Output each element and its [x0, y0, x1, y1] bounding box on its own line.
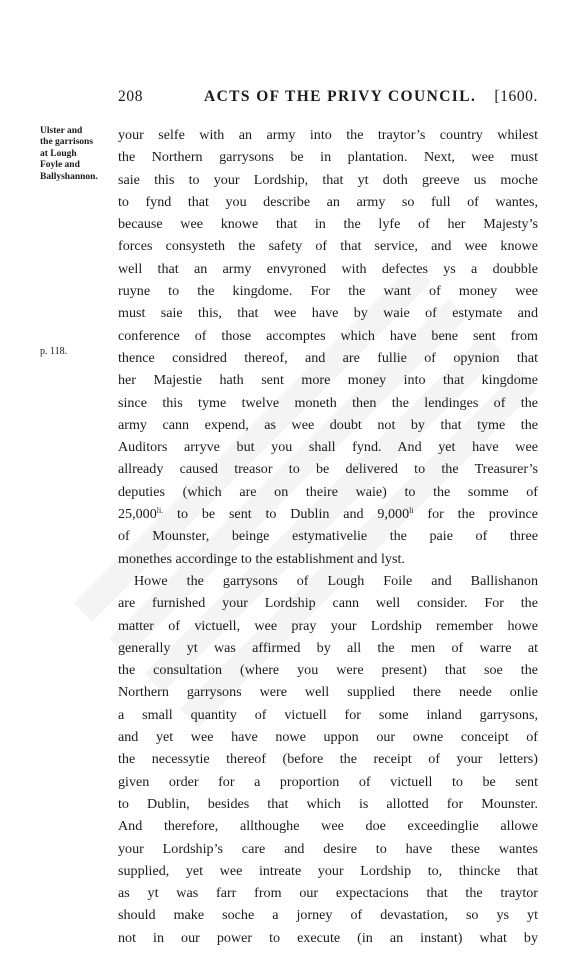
running-title: ACTS OF THE PRIVY COUNCIL.	[204, 88, 477, 105]
text-line: not in our power to execute (in an instant) what by	[118, 929, 538, 946]
text-line: must saie this, that wee have by waie of estymate and	[118, 305, 538, 322]
marginal-note-line: at Lough	[40, 148, 77, 159]
text-line: forces consysteth the safety of that service, and wee knowe	[118, 238, 538, 255]
text-line: Howe the garrysons of Lough Foile and Ballishanon	[134, 572, 538, 589]
amount-line-middle: to be sent to Dublin and 9,000	[163, 506, 410, 523]
text-line: a small quantity of victuell for some inland garrysons,	[118, 706, 538, 723]
amount-line	[118, 503, 538, 525]
text-line: are furnished your Lordship cann well consider. For the	[118, 595, 538, 612]
text-line: Northern garrysons were well supplied there neede onlie	[118, 684, 538, 701]
text-line: matter of victuell, wee pray your Lordship remember howe	[118, 617, 538, 634]
text-line: generally yt was affirmed by all the men of warre at	[118, 639, 538, 656]
text-line: her Majestie hath sent more money into that kingdome	[118, 372, 538, 389]
running-header	[118, 88, 538, 110]
text-line: as yt was farr from our expectacions that the traytor	[118, 885, 538, 902]
text-line: allready caused treasor to be delivered to the Treasurer’s	[118, 461, 538, 478]
currency-mark: li	[409, 506, 414, 516]
text-line: saie this to your Lordship, that yt doth greeve us moche	[118, 171, 538, 188]
text-line: the Northern garrysons be in plantation. Next, wee must	[118, 149, 538, 166]
text-line: your Lordship’s care and desire to have these wantes	[118, 840, 538, 857]
text-line: given order for a proportion of victuell to be sent	[118, 773, 538, 790]
marginal-note-line: Ulster and	[40, 126, 83, 136]
amount-line-end: for the province	[413, 506, 539, 523]
text-line: the necessytie thereof (before the receipt of your letters)	[118, 751, 538, 768]
text-line: to Dublin, besides that which is allotted for Mounster.	[118, 795, 538, 812]
text-line: the consultation (where you were present) that soe the	[118, 662, 538, 679]
marginal-page-reference: p. 118.	[40, 346, 68, 357]
paragraph-1	[118, 124, 538, 570]
text-line: ruyne to the kingdome. For the want of money wee	[118, 283, 538, 300]
marginal-note-line: Foyle and	[40, 160, 80, 171]
text-line: your selfe with an army into the traytor’s country whilest	[118, 127, 538, 143]
text-line: well that an army envyroned with defectes ys a doubble	[118, 260, 538, 277]
text-line: And therefore, allthoughe wee doe exceedinglie allowe	[118, 818, 538, 835]
marginal-note-line: Ballyshannon.	[40, 171, 98, 182]
text-line: since this tyme twelve moneth then the lendinges of the	[118, 394, 538, 411]
text-line: thence considred thereof, and are fullie of opynion that	[118, 349, 538, 366]
text-line: Auditors arryve but you shall fynd. And yet have wee	[118, 439, 538, 456]
text-line: and yet wee have nowe uppon our owne conceipt of	[118, 729, 538, 746]
text-line: to fynd that you describe an army so full of wantes,	[118, 193, 538, 210]
running-year: [1600.	[494, 88, 538, 105]
body-text	[118, 124, 538, 949]
amount-dublin: 25,000	[118, 506, 157, 523]
text-line: supplied, yet wee intreate your Lordship to, thincke that	[118, 862, 538, 879]
text-line: because wee knowe that in the lyfe of her Majesty’s	[118, 216, 538, 233]
text-line: should make soche a jorney of devastation, so ys yt	[118, 907, 538, 924]
marginal-note	[40, 126, 116, 183]
text-line: conference of those accomptes which have bene sent from	[118, 327, 538, 344]
text-line: deputies (which are on theire waie) to the somme of	[118, 483, 538, 500]
text-line: army cann expend, as wee doubt not by that tyme the	[118, 416, 538, 433]
text-line: of Mounster, beinge estymativelie the paie of three	[118, 528, 538, 545]
paragraph-2	[118, 570, 538, 949]
page-number: 208	[118, 88, 144, 105]
currency-mark: li.	[156, 506, 164, 516]
text-line: monethes accordinge to the establishment and lyst.	[118, 550, 405, 567]
marginal-note-line: the garrisons	[40, 137, 94, 148]
